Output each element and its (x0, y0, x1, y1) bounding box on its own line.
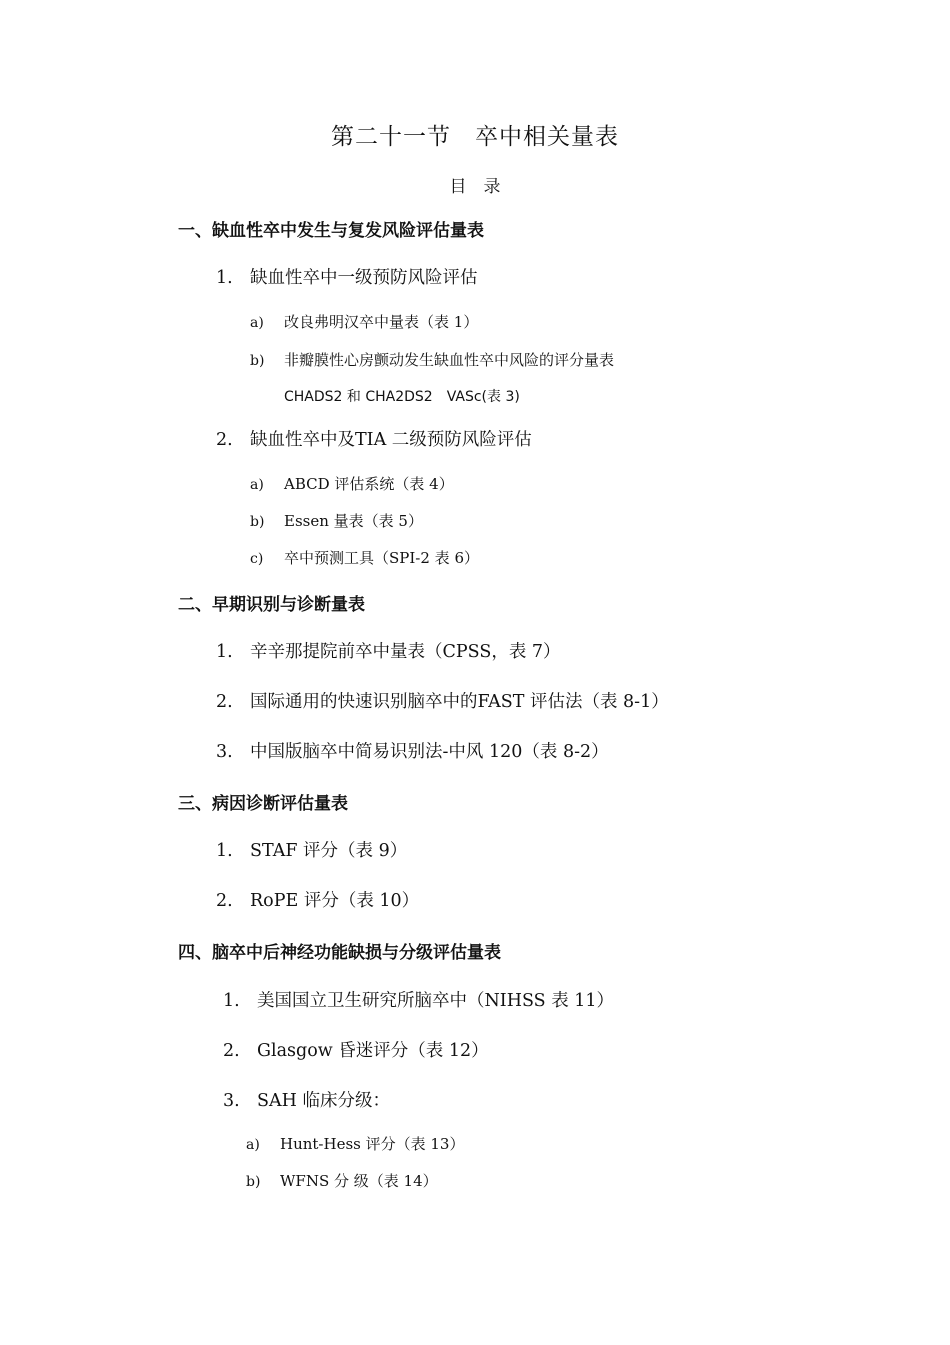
toc-subitem-1-2-c[interactable] (250, 547, 479, 568)
subitem-number: b) (250, 353, 265, 369)
toc-item-1-1[interactable] (216, 264, 478, 289)
subitem-number: a) (250, 477, 264, 493)
toc-item-3-2[interactable] (216, 887, 419, 912)
item-number: 3. (223, 1091, 240, 1111)
subitem-text: WFNS 分 级（表 14） (280, 1172, 438, 1190)
item-text: 中国版脑卒中简易识别法-中风 120（表 8-2） (250, 742, 609, 762)
section-heading-2: 二、早期识别与诊断量表 (178, 595, 365, 615)
section-heading-3: 三、病因诊断评估量表 (178, 794, 348, 814)
item-number: 2. (223, 1041, 240, 1061)
toc-item-1-2[interactable] (216, 426, 532, 451)
toc-subitem-4-3-b[interactable] (246, 1170, 438, 1191)
item-number: 2. (216, 891, 233, 911)
subitem-number: a) (250, 315, 264, 331)
toc-item-4-1[interactable] (223, 987, 614, 1012)
item-number: 1. (216, 268, 233, 288)
toc-item-3-1[interactable] (216, 837, 407, 862)
subitem-text: 非瓣膜性心房颤动发生缺血性卒中风险的评分量表 (284, 351, 615, 369)
toc-item-2-3[interactable] (216, 738, 609, 763)
subitem-number: b) (250, 514, 265, 530)
toc-subitem-1-1-b[interactable] (250, 349, 614, 370)
item-number: 1. (216, 841, 233, 861)
subitem-text: Essen 量表（表 5） (284, 512, 423, 530)
item-text: 美国国立卫生研究所脑卒中（NIHSS 表 11） (257, 991, 615, 1011)
item-number: 1. (216, 642, 233, 662)
toc-item-2-1[interactable] (216, 638, 561, 663)
toc-heading: 目 录 (449, 177, 501, 197)
subitem-text: ABCD 评估系统（表 4） (284, 475, 454, 493)
item-text: STAF 评分（表 9） (250, 841, 408, 861)
toc-subitem-1-2-b[interactable] (250, 510, 423, 531)
subitem-text: Hunt-Hess 评分（表 13） (280, 1135, 465, 1153)
item-text: 缺血性卒中及TIA 二级预防风险评估 (250, 430, 532, 450)
subitem-number: c) (250, 551, 264, 567)
item-number: 3. (216, 742, 233, 762)
toc-item-2-2[interactable] (216, 688, 669, 713)
section-heading-4: 四、脑卒中后神经功能缺损与分级评估量表 (178, 943, 501, 963)
toc-item-4-2[interactable] (223, 1037, 489, 1062)
item-text: Glasgow 昏迷评分（表 12） (257, 1041, 489, 1061)
item-text: 缺血性卒中一级预防风险评估 (250, 268, 478, 288)
subitem-text: 改良弗明汉卒中量表（表 1） (284, 313, 479, 331)
item-text: SAH 临床分级： (257, 1091, 390, 1111)
subitem-text: 卒中预测工具（SPI-2 表 6） (284, 549, 479, 567)
item-number: 1. (223, 991, 240, 1011)
section-heading-1: 一、缺血性卒中发生与复发风险评估量表 (178, 221, 484, 241)
toc-subitem-1-1-a[interactable] (250, 311, 478, 332)
item-text: 辛辛那提院前卒中量表（CPSS，表 7） (250, 642, 561, 662)
toc-subitem-1-1-b-continuation: CHADS2 和 CHA2DS2 VASc(表 3) (284, 389, 520, 405)
item-number: 2. (216, 430, 233, 450)
item-text: RoPE 评分（表 10） (250, 891, 420, 911)
toc-subitem-4-3-a[interactable] (246, 1133, 464, 1154)
item-number: 2. (216, 692, 233, 712)
toc-subitem-1-2-a[interactable] (250, 473, 454, 494)
item-text: 国际通用的快速识别脑卒中的FAST 评估法（表 8-1） (250, 692, 669, 712)
toc-item-4-3[interactable] (223, 1087, 390, 1112)
page-title: 第二十一节 卒中相关量表 (331, 124, 619, 150)
subitem-number: a) (246, 1137, 260, 1153)
subitem-number: b) (246, 1174, 261, 1190)
